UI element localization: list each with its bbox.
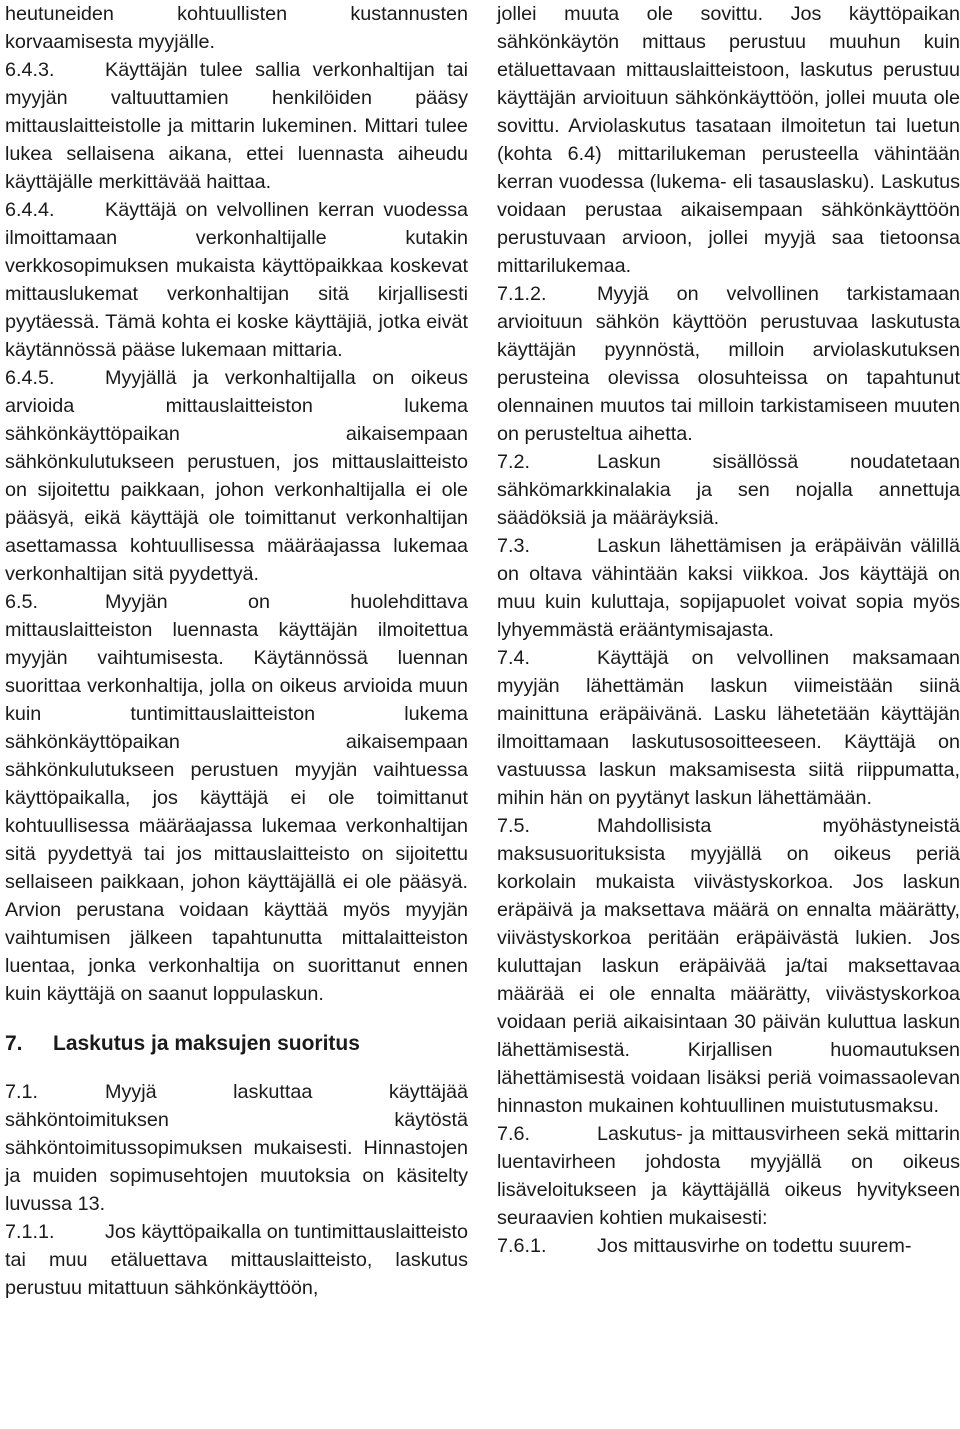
paragraph-continuation: jollei muuta ole sovittu. Jos käyttöpaikan sähkönkäytön mittaus perustuu muuhun kuin etäluettavaan mittauslaitteistoon, laskutus perustuu käyttäjän arvioituun sähkönkäyttöön, jollei muuta ole sovittu. Arviolaskutus tasataan ilmoitetun tai luetun (kohta 6.4) mittarilukeman perusteella vähintään kerran vuodessa (lukema- eli tasauslasku). Laskutus voidaan perustaa aikaisempaan sähkönkäyttöön perustuvaan arvioon, jollei myyjä saa tietoonsa mittarilukemaa. [497,3,960,277]
paragraph-continuation: heutuneiden kohtuullisten kustannusten korvaamisesta myyjälle. [5,3,468,53]
clause-7-6-1 [497,1232,960,1260]
clause-number: 7.6. [497,1123,530,1145]
clause-number: 7.2. [497,451,530,473]
clause-number: 6.4.5. [5,367,55,389]
clause-number: 7.4. [497,647,530,669]
section-heading [5,1030,468,1058]
clause-6-4-5 [5,364,468,588]
clause-number: 6.5. [5,591,38,613]
clause-7-1-1 [5,1218,468,1302]
clause-text: Käyttäjä on velvollinen maksamaan myyjän lähettämän laskun viimeistään siinä mainittuna eräpäivänä. Lasku lähetetään käyttäjän ilmoittamaan laskutusosoitteeseen. Käyttäjä on vastuussa laskun maksamisesta siitä riippumatta, mihin hän on pyytänyt laskun lähettämään. [497,647,960,809]
left-column [5,0,468,1302]
clause-number: 7.3. [497,535,530,557]
clause-text: Myyjällä ja verkonhaltijalla on oikeus arvioida mittauslaitteiston lukema sähkönkäyttöpaikan aikaisempaan sähkönkulutukseen perustuen, jos mittauslaitteisto on sijoitettu paikkaan, johon verkonhaltijalla ei ole pääsyä, eikä käyttäjä ole toimittanut verkonhaltijan asettamassa kohtuullisessa määräajassa lukemaa verkonhaltijan sitä pyydettyä. [5,367,468,585]
clause-number: 6.4.4. [5,199,55,221]
clause-text: Jos mittausvirhe on todettu suurem- [597,1235,912,1257]
clause-7-6 [497,1120,960,1232]
clause-text: Laskutus- ja mittausvirheen sekä mittarin luentavirheen johdosta myyjällä on oikeus lisäveloitukseen ja käyttäjällä oikeus hyvitykseen seuraavien kohtien mukaisesti: [497,1123,960,1229]
clause-6-5 [5,588,468,1008]
clause-7-3 [497,532,960,644]
clause-number: 7.1. [5,1081,38,1103]
clause-6-4-3 [5,56,468,196]
clause-number: 7.1.1. [5,1221,55,1243]
right-column [497,0,960,1260]
clause-text: Laskun lähettämisen ja eräpäivän välillä on oltava vähintään kaksi viikkoa. Jos käyttäjä on muu kuin kuluttaja, sopijapuolet voivat sopia myös lyhyemmästä erääntymisajasta. [497,535,960,641]
clause-number: 7.5. [497,815,530,837]
clause-6-4-4 [5,196,468,364]
clause-text: Mahdollisista myöhästyneistä maksusuorituksista myyjällä on oikeus periä korkolain mukaista viivästyskorkoa. Jos laskun eräpäivä ja maksettava määrä on ennalta määrätty, viivästyskorkoa peritään eräpäivästä lukien. Jos kuluttajan laskun eräpäivää ja/tai maksettavaa määrää ei ole ennalta määrätty, viivästyskorkoa voidaan periä aikaisintaan 30 päivän kuluttua laskun lähettämisestä. Kirjallisen huomautuksen lähettämisestä voidaan lisäksi periä voimassaolevan hinnaston mukainen kohtuullinen muistutusmaksu. [497,815,960,1117]
clause-number: 6.4.3. [5,59,55,81]
clause-text: Jos käyttöpaikalla on tuntimittauslaitteisto tai muu etäluettava mittauslaitteisto, laskutus perustuu mitattuun sähkönkäyttöön, [5,1221,468,1299]
clause-7-5 [497,812,960,1120]
clause-text: Myyjä laskuttaa käyttäjää sähköntoimituksen käytöstä sähköntoimitussopimuksen mukaisesti. Hinnastojen ja muiden sopimusehtojen muutoksia on käsitelty luvussa 13. [5,1081,468,1215]
clause-7-4 [497,644,960,812]
section-title: Laskutus ja maksujen suoritus [53,1032,360,1055]
clause-number: 7.6.1. [497,1235,547,1257]
clause-7-2 [497,448,960,532]
clause-text: Käyttäjän tulee sallia verkonhaltijan tai myyjän valtuuttamien henkilöiden pääsy mittauslaitteistolle ja mittarin lukeminen. Mittari tulee lukea sellaisena aikana, ettei luennasta aiheudu käyttäjälle merkittävää haittaa. [5,59,468,193]
clause-text: Laskun sisällössä noudatetaan sähkömarkkinalakia ja sen nojalla annettuja säädöksiä ja määräyksiä. [497,451,960,529]
section-number: 7. [5,1032,23,1055]
clause-text: Käyttäjä on velvollinen kerran vuodessa ilmoittamaan verkonhaltijalle kutakin verkkosopimuksen mukaista käyttöpaikkaa koskevat mittauslukemat verkonhaltijan sitä kirjallisesti pyytäessä. Tämä kohta ei koske käyttäjiä, jotka eivät käytännössä pääse lukemaan mittaria. [5,199,468,361]
clause-number: 7.1.2. [497,283,547,305]
clause-7-1 [5,1078,468,1218]
clause-7-1-2 [497,280,960,448]
clause-text: Myyjän on huolehdittava mittauslaitteiston luennasta käyttäjän ilmoitettua myyjän vaihtumisesta. Käytännössä luennan suorittaa verkonhaltija, jolla on oikeus arvioida muun kuin tuntimittauslaitteiston lukema sähkönkäyttöpaikan aikaisempaan sähkönkulutukseen perustuen myyjän vaihtuessa käyttöpaikalla, jos käyttäjä ei ole toimittanut kohtuullisessa määräajassa lukemaa verkonhaltijan sitä pyydettyä tai jos mittauslaitteisto on sijoitettu sellaiseen paikkaan, johon käyttäjällä ei ole pääsyä. Arvion perustana voidaan käyttää myös myyjän vaihtumisen jälkeen tapahtunutta mittalaitteiston luentaa, jonka verkonhaltija on suorittanut ennen kuin käyttäjä on saanut loppulaskun. [5,591,468,1005]
clause-text: Myyjä on velvollinen tarkistamaan arvioituun sähkön käyttöön perustuvaa laskutusta käyttäjän pyynnöstä, milloin arviolaskutuksen perusteina olevissa olosuhteissa on tapahtunut olennainen muutos tai milloin tarkistamiseen muuten on perusteltua aihetta. [497,283,960,445]
